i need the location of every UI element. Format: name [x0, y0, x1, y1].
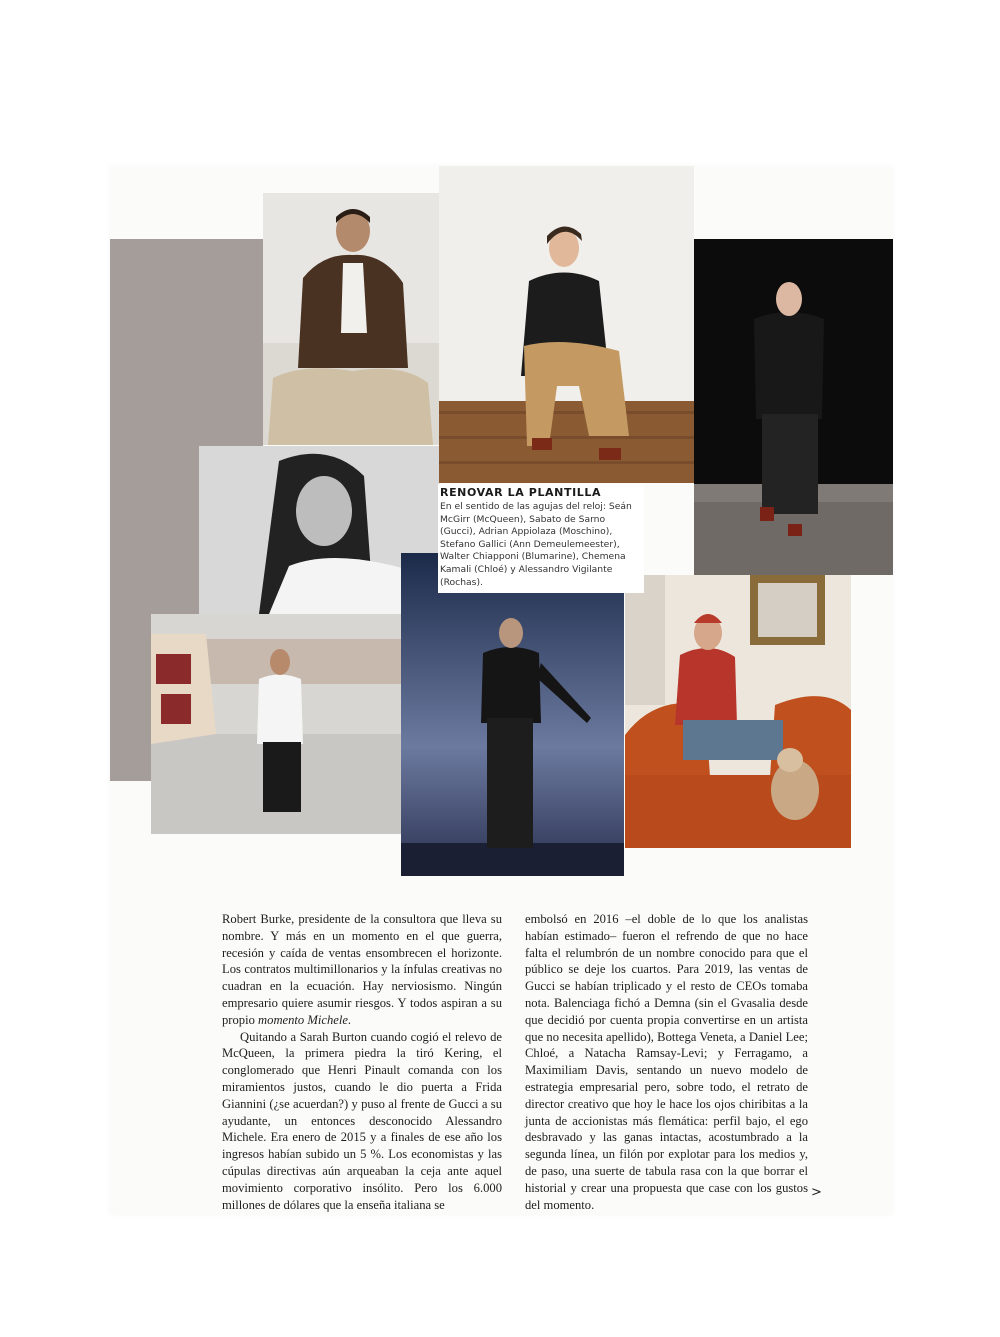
paragraph: Robert Burke, presidente de la consultora que lleva su nombre. Y más en un momento en el que guerra, recesión y caída de ventas ensombrecen el horizonte. Los contratos multimillonarios y la ínfulas creativas no cuadran en la ecuación. Hay nerviosismo. Ningún empresario quiere asumir riesgos. Y todos aspiran a su propio momento Michele.	[222, 912, 502, 1027]
photo-stefano-gallici	[401, 553, 624, 876]
paragraph: embolsó en 2016 –el doble de lo que los analistas habían estimado– fueron el refrendo de que no hace falta el relumbrón de un nombre conocido para que el público se deje los cuartos. Para 2019, las ventas de Gucci se habían triplicado y el resto de CEOs tomaba nota. Balenciaga fichó a Demna (sin el Gvasalia desde que decidió por cuenta propia convertirse en un artista que no necesita apellido), Bottega Veneta, a Daniel Lee; Chloé, a Natacha Ramsay-Levi; y Ferragamo, a Maximiliam Davis, sentando un nuevo modelo de estrategia empresarial pero, sobre todo, el retrato de director creativo que hoy le hace los ojos chiribitas a la junta de accionistas más flemática: perfil bajo, el ego desbravado y las ganas intactas, acostumbrado a la segunda línea, un filón por explotar para los medios y, de paso, una suerte de tabula rasa con la que borrar el historial y crear una propuesta que case con los gustos del momento.	[525, 912, 808, 1212]
body-column-left	[222, 911, 502, 1213]
photo-adrian-appiolaza	[694, 239, 893, 575]
photo-walter-chiapponi	[151, 614, 401, 834]
caption-title: RENOVAR LA PLANTILLA	[440, 486, 602, 499]
photo-sabato-de-sarno	[263, 193, 440, 445]
paragraph: Quitando a Sarah Burton cuando cogió el relevo de McQueen, la primera piedra la tiró Kering, el conglomerado que Henri Pinault comanda con los miramientos justos, cuando le dio puerta a Frida Giannini (¿se acuerdan?) y puso al frente de Gucci a su ayudante, un entonces desconocido Alessandro Michele. Era enero de 2015 y a finales de ese año los ingresos habían subido un 5 %. Los economistas y las cúpulas directivas aún arqueaban la ceja ante aquel movimiento corporativo insólito. Pero los 6.000 millones de dólares que la enseña italiana se	[222, 1029, 502, 1212]
photo-sean-mcgirr	[439, 166, 694, 483]
body-column-right	[525, 911, 808, 1213]
continue-arrow-icon: >	[811, 1185, 822, 1200]
photo-alessandro-vigilante	[625, 575, 851, 848]
photo-caption	[438, 484, 644, 593]
caption-text: En el sentido de las agujas del reloj: Seán McGirr (McQueen), Sabato de Sarno (Gucci), Adrian Appiolaza (Moschino), Stefano Gallici (Ann Demeulemeester), Walter Chiapponi (Blumarine), Chemena Kamali (Chloé) y Alessandro Vigilante (Rochas).	[440, 501, 632, 588]
italic-phrase: momento Michele	[258, 1012, 348, 1027]
